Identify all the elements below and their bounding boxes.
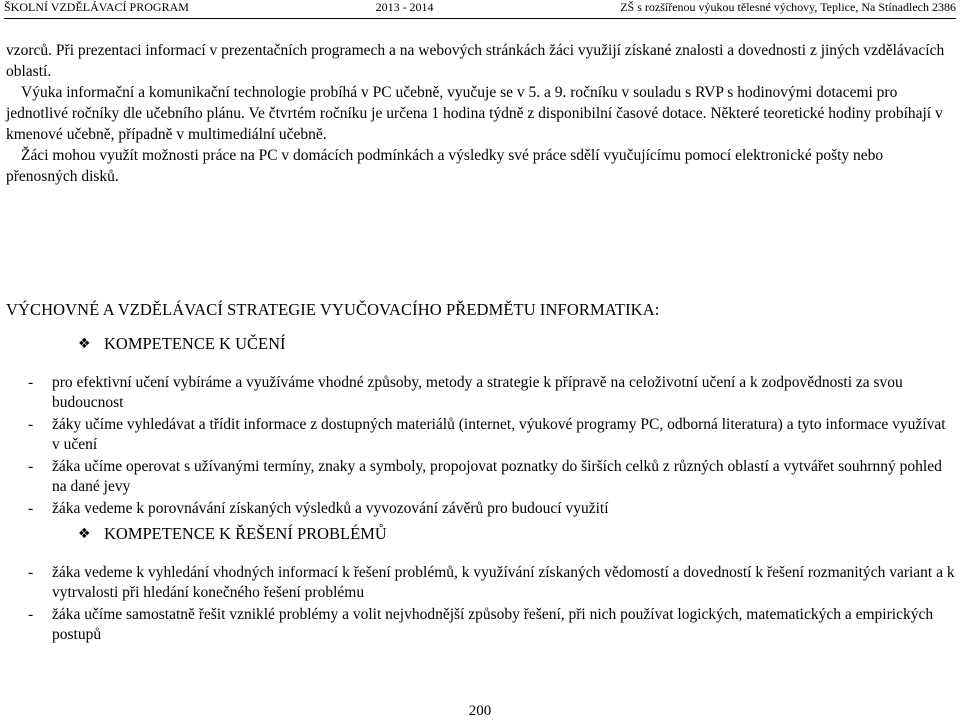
intro-paragraph-2: Výuka informační a komunikační technologie probíhá v PC učebně, vyučuje se v 5. a 9. ročníku v souladu s RVP s hodinovými dotacemi pro jednotlivé ročníky dle učebního plánu. Ve čtvrtém ročníku je určena 1 hodina týdně z disponibilní časové dotace. Některé teoretické hodiny probíhají v kmenové učebně, případně v multimediální učebně. — [6, 84, 943, 143]
list-item: - žáka vedeme k vyhledání vhodných informací k řešení problémů, k využívání získaných vědomostí a dovedností k řešení rozmanitých variant a k vytrvalosti při hledání konečného řešení problému — [28, 564, 955, 601]
competence-learning-heading — [78, 334, 286, 354]
competence-problems-list — [6, 563, 956, 647]
list-item: - žáky učíme vyhledávat a třídit informace z dostupných materiálů (internet, výukové programy PC, odborná literatura) a tyto informace využívat v učení — [28, 416, 946, 453]
competence-learning-title: KOMPETENCE K UČENÍ — [104, 334, 286, 353]
diamond-bullet-icon: ❖ — [78, 526, 91, 542]
header-school-name: ZŠ s rozšířenou výukou tělesné výchovy, Teplice, Na Stínadlech 2386 — [620, 0, 956, 14]
page-number: 200 — [468, 703, 492, 719]
diamond-bullet-icon: ❖ — [78, 336, 91, 352]
competence-problems-heading — [78, 524, 387, 544]
header-school-program: ŠKOLNÍ VZDĚLÁVACÍ PROGRAM — [4, 0, 189, 14]
intro-paragraph-3: Žáci mohou využít možnosti práce na PC v domácích podmínkách a výsledky své práce sdělí vyučujícímu pomocí elektronické pošty nebo přenosných disků. — [6, 147, 884, 185]
competence-problems-title: KOMPETENCE K ŘEŠENÍ PROBLÉMŮ — [104, 524, 387, 543]
list-item: - žáka učíme samostatně řešit vzniklé problémy a volit nejvhodnější způsoby řešení, při nich používat logických, matematických a empirických postupů — [28, 606, 934, 643]
competence-learning-list — [6, 373, 956, 521]
list-item: - žáka učíme operovat s užívanými termíny, znaky a symboly, propojovat poznatky do širších celků z různých oblastí a vytvářet souhrnný pohled na dané jevy — [28, 458, 942, 495]
list-item: - žáka vedeme k porovnávání získaných výsledků a vyvozování závěrů pro budoucí využití — [28, 500, 609, 517]
intro-text — [6, 40, 954, 187]
header-school-year: 2013 - 2014 — [375, 0, 434, 14]
intro-paragraph-1: vzorců. Při prezentaci informací v prezentačních programech a na webových stránkách žáci využijí získané znalosti a dovednosti z jiných vzdělávacích oblastí. — [6, 42, 945, 80]
page-header — [4, 0, 956, 19]
section-title: VÝCHOVNÉ A VZDĚLÁVACÍ STRATEGIE VYUČOVACÍHO PŘEDMĚTU INFORMATIKA: — [6, 300, 660, 319]
list-item: - pro efektivní učení vybíráme a využíváme vhodné způsoby, metody a strategie k přípravě na celoživotní učení a k zodpovědnosti za svou budoucnost — [28, 374, 903, 411]
